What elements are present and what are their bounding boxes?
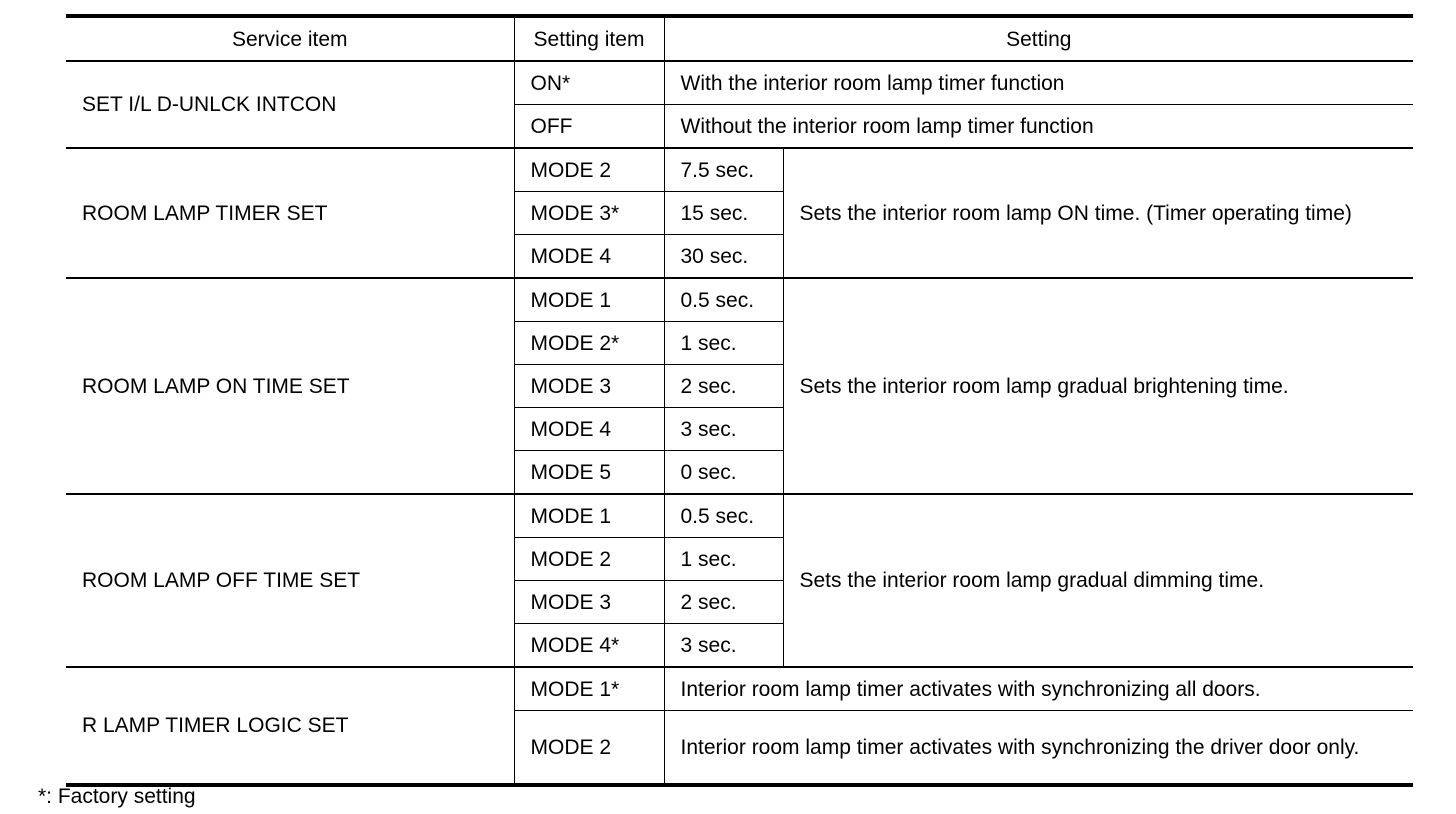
service-item-cell: ROOM LAMP TIMER SET	[66, 148, 514, 278]
setting-item-cell: MODE 1	[514, 278, 664, 322]
service-item-cell: ROOM LAMP ON TIME SET	[66, 278, 514, 494]
setting-item-cell: MODE 2	[514, 148, 664, 192]
setting-item-cell: MODE 3*	[514, 192, 664, 235]
setting-value-cell: 3 sec.	[664, 408, 783, 451]
setting-item-cell: MODE 3	[514, 365, 664, 408]
service-item-cell: ROOM LAMP OFF TIME SET	[66, 494, 514, 667]
setting-value-cell: 30 sec.	[664, 235, 783, 279]
setting-value-cell: 1 sec.	[664, 538, 783, 581]
setting-value-cell: 2 sec.	[664, 365, 783, 408]
setting-item-cell: OFF	[514, 105, 664, 149]
setting-item-cell: MODE 4*	[514, 624, 664, 668]
service-settings-table	[66, 14, 1413, 787]
setting-item-cell: MODE 2	[514, 711, 664, 786]
setting-value-cell: 0.5 sec.	[664, 278, 783, 322]
setting-item-cell: MODE 1*	[514, 667, 664, 711]
setting-description-cell: Sets the interior room lamp gradual brightening time.	[783, 278, 1413, 494]
table-row	[66, 494, 1413, 538]
setting-value-cell: 1 sec.	[664, 322, 783, 365]
setting-value-cell: 7.5 sec.	[664, 148, 783, 192]
header-setting: Setting	[664, 16, 1413, 61]
setting-cell: Interior room lamp timer activates with synchronizing all doors.	[664, 667, 1413, 711]
setting-item-cell: MODE 4	[514, 235, 664, 279]
header-setting-item: Setting item	[514, 16, 664, 61]
table-row	[66, 667, 1413, 711]
setting-value-cell: 15 sec.	[664, 192, 783, 235]
table-row	[66, 148, 1413, 192]
setting-item-cell: MODE 2	[514, 538, 664, 581]
setting-value-cell: 2 sec.	[664, 581, 783, 624]
setting-description-cell: Sets the interior room lamp ON time. (Timer operating time)	[783, 148, 1413, 278]
setting-cell: With the interior room lamp timer function	[664, 61, 1413, 105]
setting-item-cell: ON*	[514, 61, 664, 105]
header-service-item: Service item	[66, 16, 514, 61]
setting-item-cell: MODE 4	[514, 408, 664, 451]
setting-value-cell: 0 sec.	[664, 451, 783, 495]
setting-description-cell: Sets the interior room lamp gradual dimming time.	[783, 494, 1413, 667]
setting-item-cell: MODE 3	[514, 581, 664, 624]
factory-setting-footnote: *: Factory setting	[38, 785, 196, 808]
setting-value-cell: 3 sec.	[664, 624, 783, 668]
setting-item-cell: MODE 1	[514, 494, 664, 538]
setting-item-cell: MODE 2*	[514, 322, 664, 365]
table-header-row	[66, 16, 1413, 61]
table-row	[66, 61, 1413, 105]
service-item-cell: R LAMP TIMER LOGIC SET	[66, 667, 514, 785]
setting-cell: Without the interior room lamp timer function	[664, 105, 1413, 149]
table-row	[66, 278, 1413, 322]
setting-value-cell: 0.5 sec.	[664, 494, 783, 538]
service-item-cell: SET I/L D-UNLCK INTCON	[66, 61, 514, 148]
setting-cell: Interior room lamp timer activates with synchronizing the driver door only.	[664, 711, 1413, 786]
setting-item-cell: MODE 5	[514, 451, 664, 495]
